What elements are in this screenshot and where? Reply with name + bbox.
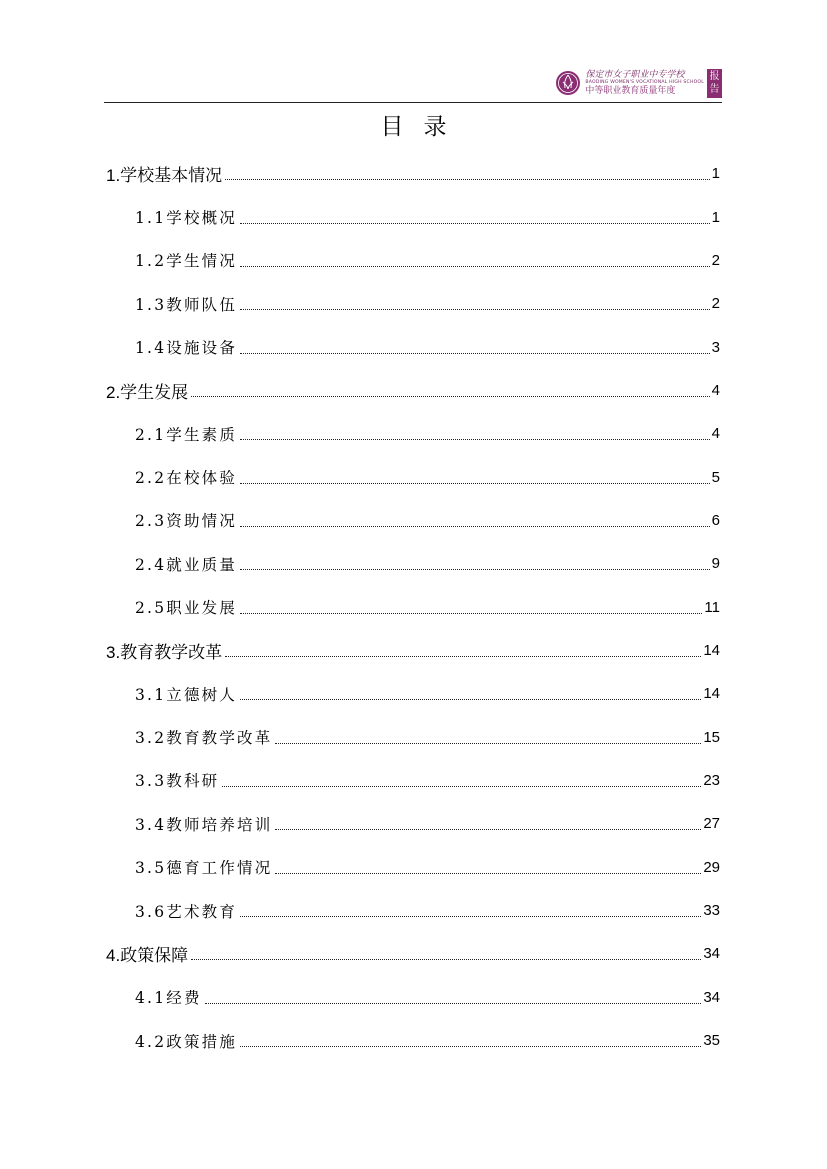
- toc-page-number: 27: [703, 815, 720, 833]
- toc-page-number: 5: [711, 468, 720, 486]
- toc-dot-leader: [240, 439, 710, 440]
- toc-dot-leader: [275, 743, 701, 744]
- toc-page-number: 11: [704, 598, 720, 616]
- report-badge-char: 告: [709, 84, 720, 95]
- school-name-cn: 保定市女子职业中专学校: [585, 69, 685, 80]
- toc-subsection-entry[interactable]: [106, 195, 720, 238]
- toc-entry-label: 4.1经费: [135, 989, 202, 1008]
- toc-subsection-entry[interactable]: [106, 759, 720, 802]
- toc-entry-label: 3.4教师培养培训: [135, 815, 273, 834]
- report-badge-char: 报: [709, 71, 720, 82]
- toc-entry-label: 2.4就业质量: [135, 555, 238, 574]
- toc-dot-leader: [275, 829, 701, 830]
- report-title: 中等职业教育质量年度: [585, 85, 676, 96]
- toc-page-number: 6: [711, 511, 720, 529]
- toc-page-number: 3: [711, 338, 720, 356]
- toc-entry-label: 1.3教师队伍: [135, 295, 238, 314]
- toc-subsection-entry[interactable]: [106, 889, 720, 932]
- toc-subsection-entry[interactable]: [106, 846, 720, 889]
- toc-entry-label: 1.2学生情况: [135, 252, 238, 271]
- toc-dot-leader: [240, 916, 701, 917]
- toc-section-entry[interactable]: [106, 152, 720, 195]
- toc-entry-label: 4.政策保障: [106, 946, 189, 966]
- toc-page-number: 1: [711, 165, 720, 183]
- toc-dot-leader: [225, 179, 709, 180]
- toc-dot-leader: [240, 483, 710, 484]
- toc-entry-label: 2.3资助情况: [135, 512, 238, 531]
- toc-subsection-entry[interactable]: [106, 1019, 720, 1062]
- toc-entry-label: 3.5德育工作情况: [135, 859, 273, 878]
- toc-entry-label: 2.学生发展: [106, 382, 189, 402]
- toc-page-number: 34: [703, 988, 720, 1006]
- page-header: [104, 64, 722, 102]
- toc-entry-label: 1.1学校概况: [135, 209, 238, 228]
- school-name-en: BAODING WOMEN'S VOCATIONAL HIGH SCHOOL: [585, 79, 704, 85]
- report-badge: [707, 69, 722, 98]
- toc-subsection-entry[interactable]: [106, 282, 720, 325]
- toc-entry-label: 3.6艺术教育: [135, 902, 238, 921]
- toc-page-number: 2: [711, 295, 720, 313]
- toc-page-number: 29: [703, 858, 720, 876]
- toc-subsection-entry[interactable]: [106, 976, 720, 1019]
- toc-page-number: 33: [703, 902, 720, 920]
- toc-entry-label: 1.学校基本情况: [106, 166, 223, 186]
- school-name-block: [585, 70, 704, 97]
- toc-entry-label: 2.1学生素质: [135, 425, 238, 444]
- toc-dot-leader: [191, 396, 709, 397]
- toc-title: 目录: [380, 114, 467, 140]
- toc-entry-label: 3.1立德树人: [135, 685, 238, 704]
- toc-entry-label: 4.2政策措施: [135, 1032, 238, 1051]
- toc-dot-leader: [240, 223, 710, 224]
- toc-page-number: 4: [711, 381, 720, 399]
- toc-subsection-entry[interactable]: [106, 715, 720, 758]
- toc-subsection-entry[interactable]: [106, 455, 720, 498]
- toc-page-number: 9: [711, 555, 720, 573]
- toc-subsection-entry[interactable]: [106, 412, 720, 455]
- toc-dot-leader: [205, 1003, 702, 1004]
- toc-page-number: 4: [711, 425, 720, 443]
- toc-section-entry[interactable]: [106, 629, 720, 672]
- toc-page-number: 23: [703, 771, 720, 789]
- toc-entry-label: 2.2在校体验: [135, 469, 238, 488]
- toc-entry-label: 3.3教科研: [135, 772, 220, 791]
- toc-dot-leader: [240, 526, 710, 527]
- toc-page-number: 35: [703, 1032, 720, 1050]
- toc-dot-leader: [240, 1046, 701, 1047]
- toc-page-number: 15: [703, 728, 720, 746]
- toc-section-entry[interactable]: [106, 369, 720, 412]
- school-emblem-icon: [555, 70, 581, 96]
- toc-dot-leader: [240, 266, 710, 267]
- toc-subsection-entry[interactable]: [106, 325, 720, 368]
- toc-section-entry[interactable]: [106, 932, 720, 975]
- toc-subsection-entry[interactable]: [106, 802, 720, 845]
- toc-page-number: 14: [703, 641, 720, 659]
- toc-subsection-entry[interactable]: [106, 585, 720, 628]
- toc-dot-leader: [225, 656, 701, 657]
- toc-page-number: 1: [711, 208, 720, 226]
- school-logo-block: [555, 66, 722, 100]
- toc-page-number: 14: [703, 685, 720, 703]
- toc-page-number: 34: [703, 945, 720, 963]
- toc-subsection-entry[interactable]: [106, 542, 720, 585]
- toc-dot-leader: [275, 873, 701, 874]
- toc-entry-label: 2.5职业发展: [135, 599, 238, 618]
- toc-subsection-entry[interactable]: [106, 239, 720, 282]
- toc-dot-leader: [222, 786, 701, 787]
- toc-entry-label: 1.4设施设备: [135, 339, 238, 358]
- toc-dot-leader: [240, 353, 710, 354]
- toc-page-number: 2: [711, 251, 720, 269]
- toc-dot-leader: [240, 699, 701, 700]
- toc-subsection-entry[interactable]: [106, 672, 720, 715]
- toc-dot-leader: [191, 959, 701, 960]
- toc-entry-label: 3.教育教学改革: [106, 642, 223, 662]
- toc-subsection-entry[interactable]: [106, 499, 720, 542]
- toc-entry-label: 3.2教育教学改革: [135, 729, 273, 748]
- toc-dot-leader: [240, 569, 710, 570]
- toc-dot-leader: [240, 309, 710, 310]
- header-divider: [104, 102, 722, 103]
- toc-dot-leader: [240, 613, 702, 614]
- table-of-contents: [106, 152, 720, 1062]
